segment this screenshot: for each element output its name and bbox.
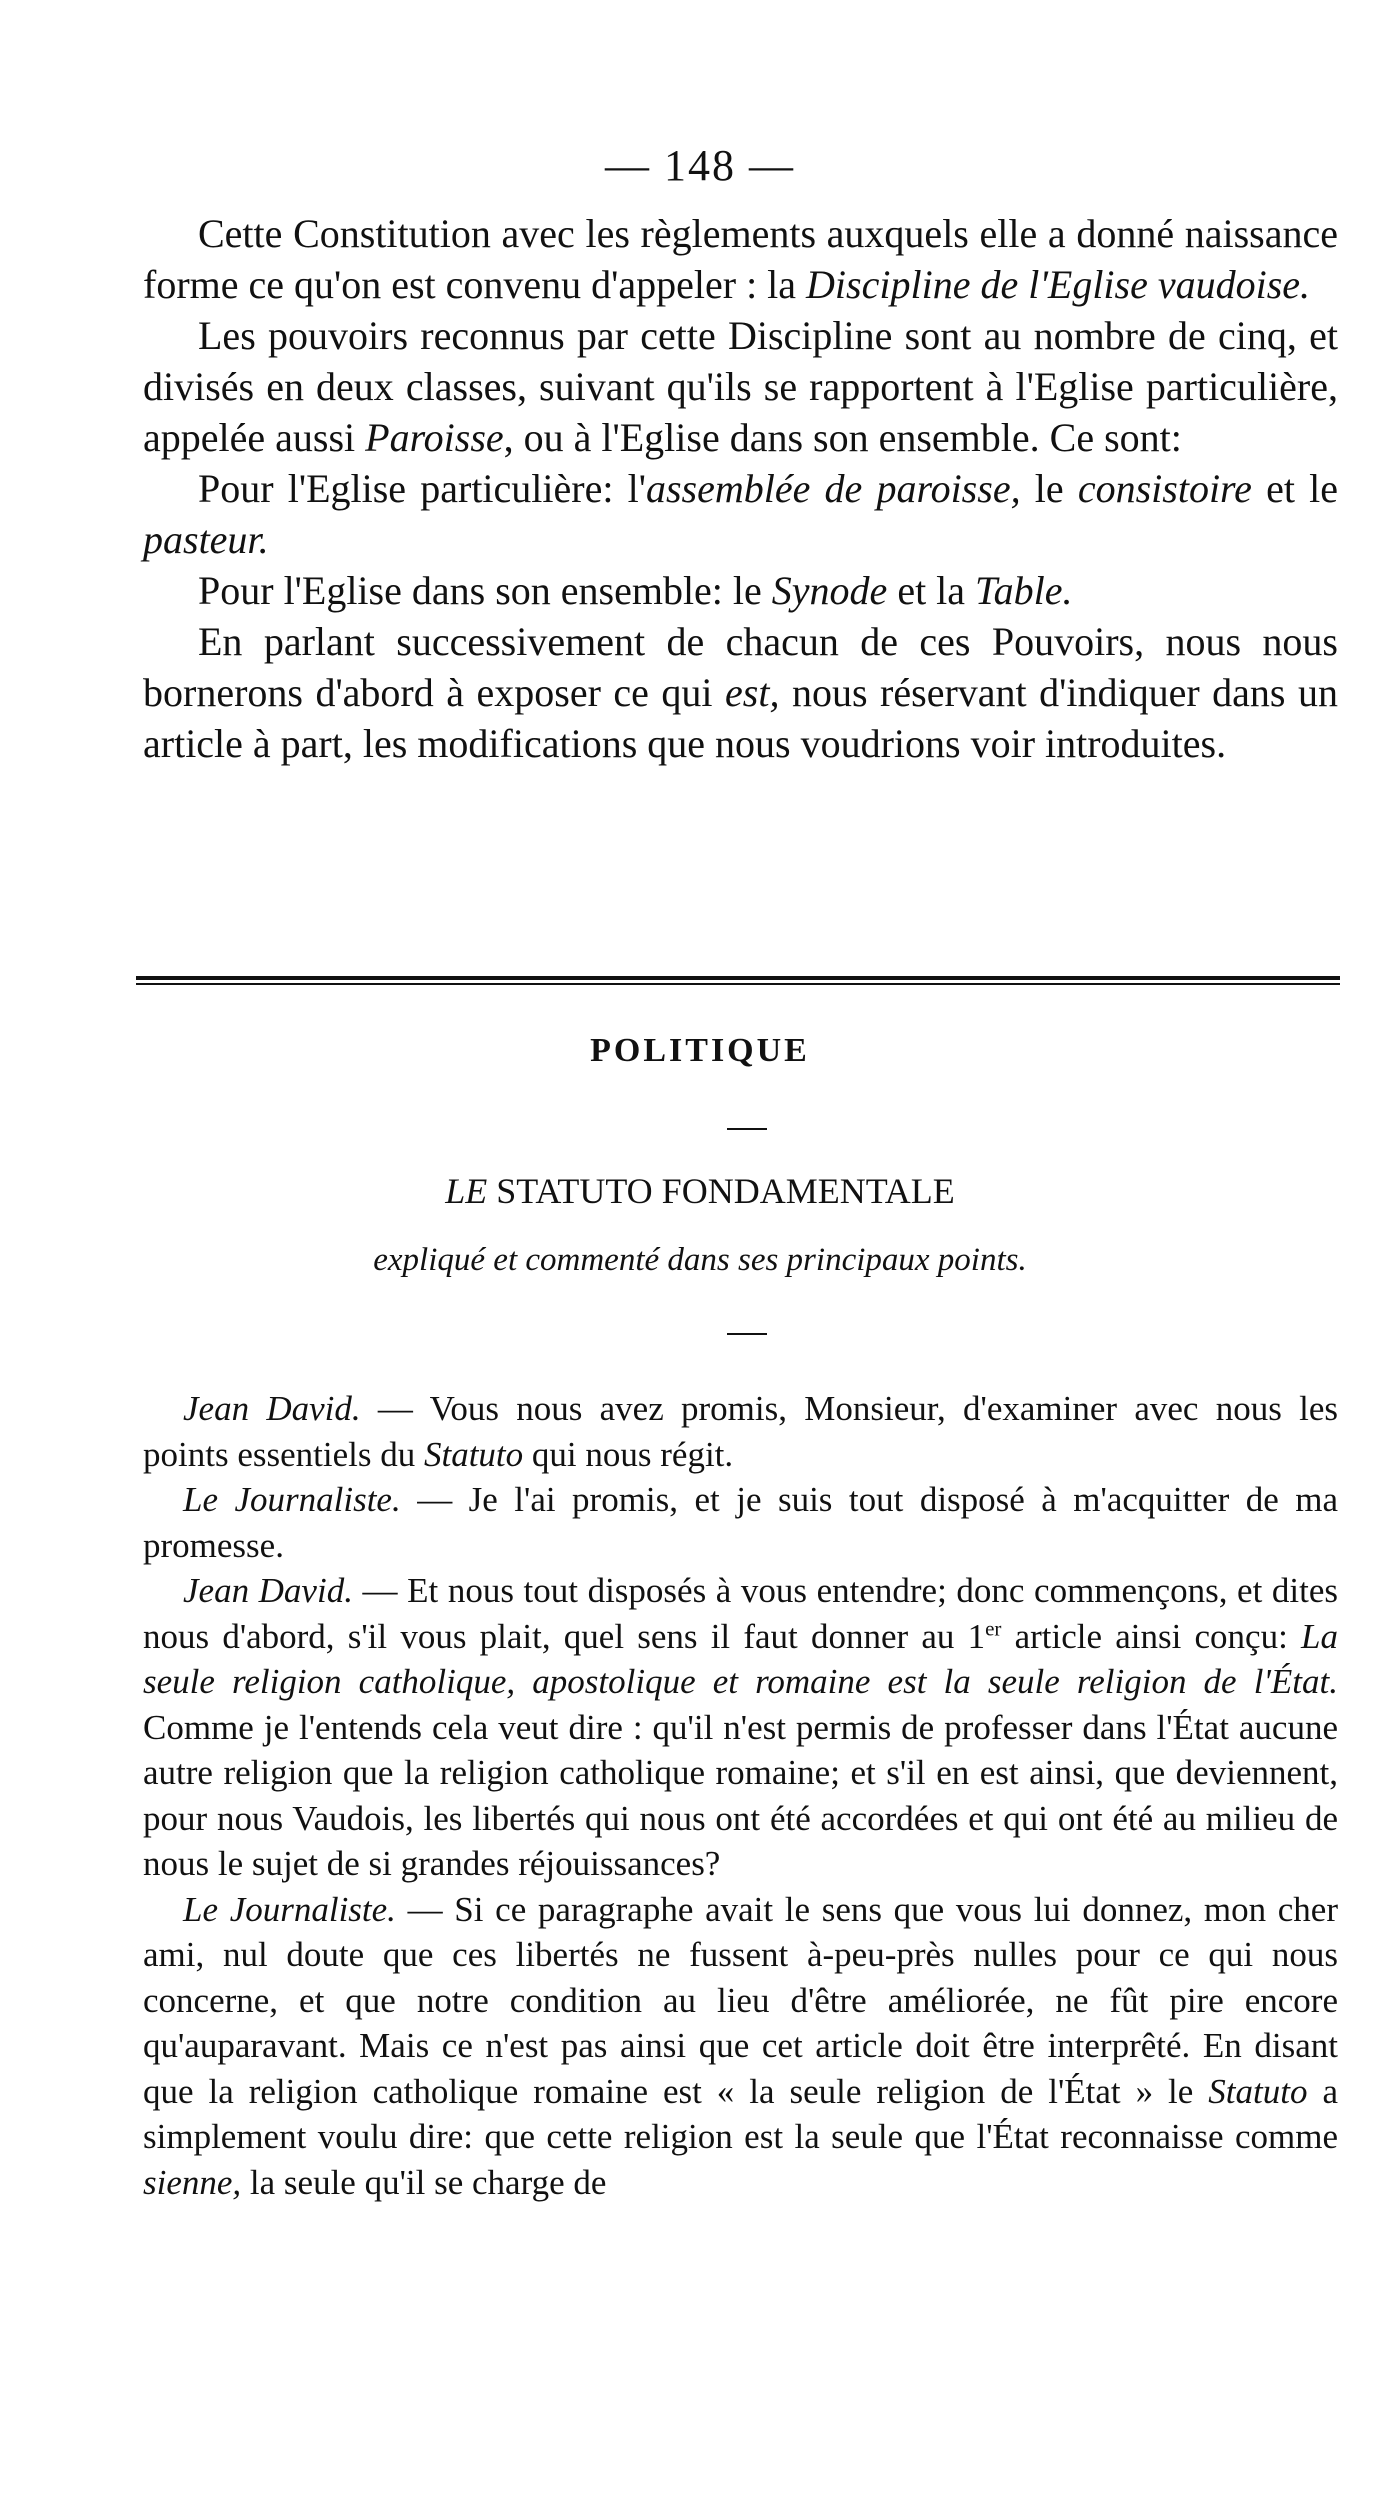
italic-run: consistoire <box>1077 466 1252 511</box>
text-run: Comme je l'entends cela veut dire : qu'il n'est permis de professer dans l'État aucune autre religion que la religion catholique romaine; et s'il en est ainsi, que deviennent, pour nous Vaudois, les libertés qui nous ont été accordées et qui ont été au milieu de nous le sujet de si grandes réjouissances? <box>143 1707 1338 1883</box>
upper-text-block <box>143 208 1338 769</box>
italic-run: Statuto <box>423 1434 524 1474</box>
text-run: la seule qu'il se charge de <box>241 2162 607 2202</box>
article-title-rest: STATUTO FONDAMENTALE <box>487 1171 955 1211</box>
text-run: — Vous nous avez promis, Monsieur, d'examiner avec nous les points essentiels du <box>143 1389 1338 1474</box>
paragraph <box>143 208 1338 310</box>
text-run: nous réservant d'indiquer dans un article à part, les modifications que nous voudrions voir introduites. <box>143 670 1338 766</box>
italic-run: assemblée de paroisse, <box>645 466 1021 511</box>
italic-run: Jean David. <box>183 1571 353 1610</box>
text-run: et la <box>887 568 976 613</box>
superscript-run: er <box>985 1615 1002 1640</box>
italic-run: Discipline de l'Eglise vaudoise. <box>806 262 1311 307</box>
text-run: , ou à l'Eglise dans son ensemble. Ce sont: <box>503 415 1182 460</box>
paragraph <box>143 1386 1338 1477</box>
italic-run: Table. <box>975 568 1073 613</box>
text-run: Les pouvoirs reconnus par cette Discipline sont au nombre de cinq, et divisés en deux classes, suivant qu'ils se rapportent à l'Eglise particulière, appelée aussi <box>143 313 1338 460</box>
section-heading: POLITIQUE <box>590 1032 810 1069</box>
paragraph <box>143 1477 1338 1568</box>
short-dash-divider <box>727 1333 767 1335</box>
article-title-le: LE <box>445 1171 488 1211</box>
text-run: En parlant successivement de chacun de ces Pouvoirs, nous nous bornerons d'abord à exposer ce qui <box>143 619 1338 715</box>
text-run: et le <box>1251 466 1338 511</box>
text-run: Cette Constitution avec les règlements auxquels elle a donné naissance forme ce qu'on est convenu d'appeler : la <box>143 211 1338 307</box>
paragraph <box>143 565 1338 616</box>
paragraph <box>143 1568 1338 1887</box>
italic-run: pasteur. <box>143 517 269 562</box>
text-run: a simplement voulu dire: que cette religion est la seule que l'État reconnaisse comme <box>143 2071 1338 2156</box>
dialogue-text-block <box>143 1386 1338 2205</box>
text-run: — Si ce paragraphe avait le sens que vous lui donnez, mon cher ami, nul doute que ces libertés ne fussent à-peu-près nulles pour ce qui nous concerne, et que notre condition au lieu d'être améliorée, ne fût pire encore qu'auparavant. Mais ce n'est pas ainsi que cet article doit être interprêté. En disant que la religion catholique romaine est « la seule religion de l'État » le <box>143 1889 1338 2111</box>
paragraph <box>143 463 1338 565</box>
text-run: le <box>1020 466 1078 511</box>
italic-run: La seule religion catholique, apostolique et romaine est la seule religion de l'État. <box>143 1616 1338 1701</box>
article-title <box>0 1170 1400 1212</box>
text-run: qui nous régit. <box>523 1434 734 1474</box>
italic-run: sienne, <box>143 2162 242 2202</box>
italic-run: est, <box>725 670 780 715</box>
text-run: article ainsi conçu: <box>1001 1616 1302 1656</box>
italic-run: Paroisse <box>365 415 504 460</box>
article-subtitle: expliqué et commenté dans ses principaux points. <box>373 1242 1027 1278</box>
paragraph <box>143 310 1338 463</box>
italic-run: Synode <box>771 568 888 613</box>
paragraph <box>143 616 1338 769</box>
section-divider-rule <box>136 976 1340 985</box>
text-run: Pour l'Eglise dans son ensemble: le <box>198 568 772 613</box>
text-run: Pour l'Eglise particulière: l' <box>198 466 646 511</box>
page-number: — 148 — <box>605 141 795 190</box>
short-dash-divider <box>727 1128 767 1130</box>
italic-run: Le Journaliste. <box>183 1889 396 1929</box>
text-run: — Je l'ai promis, et je suis tout disposé à m'acquitter de ma promesse. <box>143 1480 1339 1565</box>
italic-run: Jean David. <box>183 1389 361 1428</box>
text-run: — Et nous tout disposés à vous entendre; donc commençons, et dites nous d'abord, s'il vous plait, quel sens il faut donner au 1 <box>143 1571 1338 1656</box>
paragraph <box>143 1887 1338 2206</box>
italic-run: Le Journaliste. <box>183 1480 401 1519</box>
italic-run: Statuto <box>1208 2071 1308 2111</box>
